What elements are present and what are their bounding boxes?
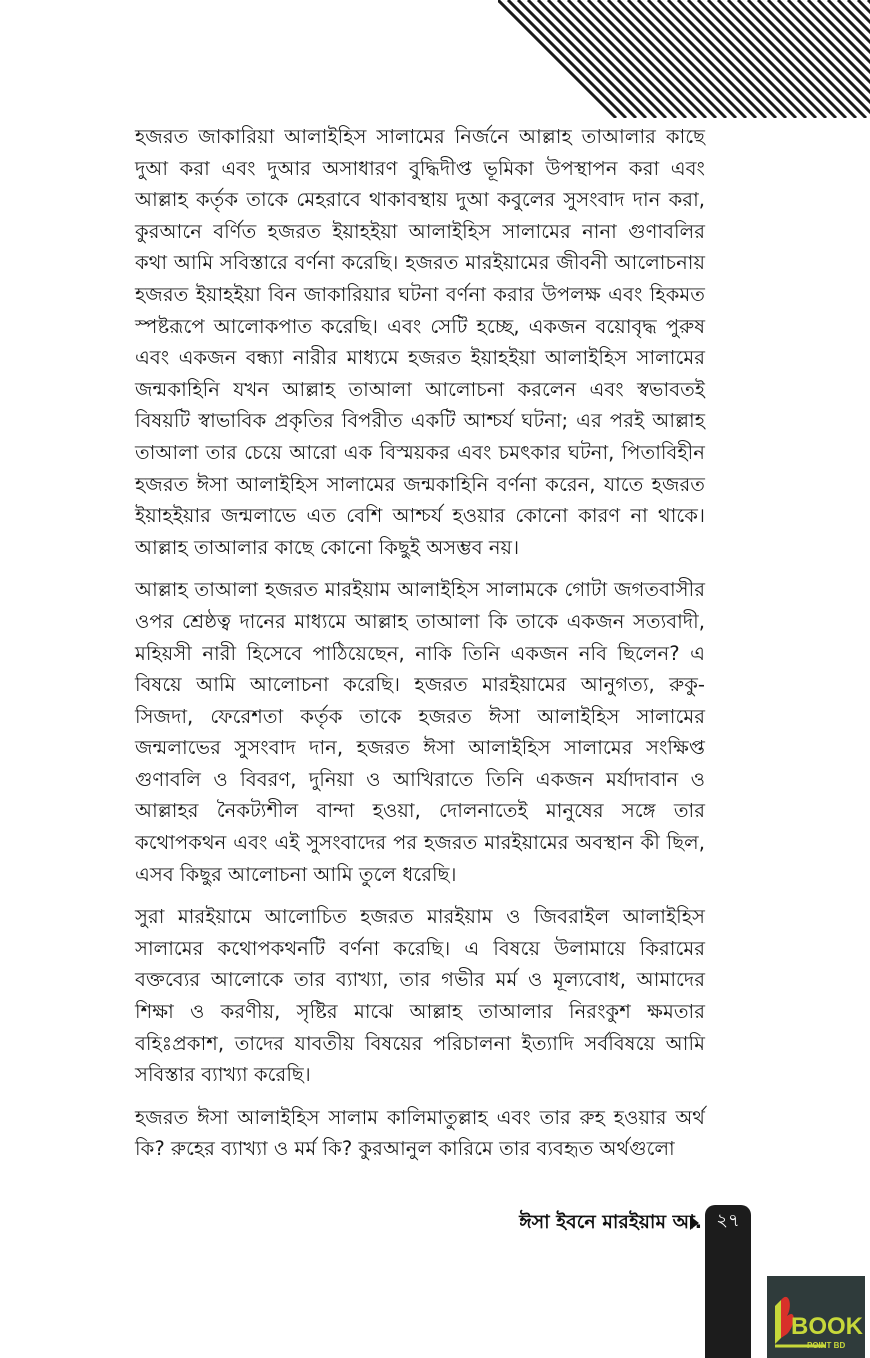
paragraph-1: হজরত জাকারিয়া আলাইহিস সালামের নির্জনে আল্লাহ তাআলার কাছে দুআ করা এবং দুআর অসাধারণ বুদ্ধিদীপ্ত ভূমিকা উপস্থাপন করা এবং আল্লাহ কর্তৃক তাকে মেহরাবে থাকাবস্থায় দুআ কবুলের সুসংবাদ দান করা, কুরআনে বর্ণিত হজরত ইয়াহইয়া আলাইহিস সালামের নানা গুণাবলির কথা আমি সবিস্তারে বর্ণনা করেছি। হজরত মারইয়ামের জীবনী আলোচনায় হজরত ইয়াহইয়া বিন জাকারিয়ার ঘটনা বর্ণনা করার উপলক্ষ এবং হিকমত স্পষ্টরূপে আলোকপাত করেছি। এবং সেটি হচ্ছে, একজন বয়োবৃদ্ধ পুরুষ এবং একজন বন্ধ্যা নারীর মাধ্যমে হজরত ইয়াহইয়া আলাইহিস সালামের জন্মকাহিনি যখন আল্লাহ তাআলা আলোচনা করলেন এবং স্বভাবতই বিষয়টি স্বাভাবিক প্রকৃতির বিপরীত একটি আশ্চর্য ঘটনা; এর পরই আল্লাহ তাআলা তার চেয়ে আরো এক বিস্ময়কর এবং চমৎকার ঘটনা, পিতাবিহীন হজরত ঈসা আলাইহিস সালামের জন্মকাহিনি বর্ণনা করেন, যাতে হজরত ইয়াহইয়ার জন্মলাভে এত বেশি আশ্চর্য হওয়ার কোনো কারণ না থাকে। আল্লাহ তাআলার কাছে কোনো কিছুই অসম্ভব নয়। [135,125,705,559]
book-logo-icon [767,1276,865,1358]
body-text [135,121,705,1176]
running-footer-title: ঈসা ইবনে মারইয়াম আ. [519,1211,702,1233]
bookpoint-logo [767,1276,865,1358]
paragraph-2: আল্লাহ তাআলা হজরত মারইয়াম আলাইহিস সালামকে গোটা জগতবাসীর ওপর শ্রেষ্ঠত্ব দানের মাধ্যমে আল্লাহ তাআলা কি তাকে একজন সত্যবাদী, মহিয়সী নারী হিসেবে পাঠিয়েছেন, নাকি তিনি একজন নবি ছিলেন? এ বিষয়ে আমি আলোচনা করেছি। হজরত মারইয়ামের আনুগত্য, রুকু-সিজদা, ফেরেশতা কর্তৃক তাকে হজরত ঈসা আলাইহিস সালামের জন্মলাভের সুসংবাদ দান, হজরত ঈসা আলাইহিস সালামের সংক্ষিপ্ত গুণাবলি ও বিবরণ, দুনিয়া ও আখিরাতে তিনি একজন মর্যাদাবান ও আল্লাহর নৈকট্যশীল বান্দা হওয়া, দোলনাতেই মানুষের সঙ্গে তার কথোপকথন এবং এই সুসংবাদের পর হজরত মারইয়ামের অবস্থান কী ছিল, এসব কিছুর আলোচনা আমি তুলে ধরেছি। [135,578,705,886]
page-number: ২৭ [716,1210,740,1231]
diagonal-stripes-decoration [498,0,870,118]
logo-word: BOOK [791,1313,863,1340]
logo-sub: POINT BD [807,1341,846,1350]
paragraph-4: হজরত ঈসা আলাইহিস সালাম কালিমাতুল্লাহ এবং তার রুহ হওয়ার অর্থ কি? রুহের ব্যাখ্যা ও মর্ম কি? কুরআনুল কারিমে তার ব্যবহৃত অর্থগুলো [135,1105,705,1161]
paragraph-3: সুরা মারইয়ামে আলোচিত হজরত মারইয়াম ও জিবরাইল আলাইহিস সালামের কথোপকথনটি বর্ণনা করেছি। এ বিষয়ে উলামায়ে কিরামের বক্তব্যের আলোকে তার ব্যাখ্যা, তার গভীর মর্ম ও মূল্যবোধ, আমাদের শিক্ষা ও করণীয়, সৃষ্টির মাঝে আল্লাহ তাআলার নিরংকুশ ক্ষমতার বহিঃপ্রকাশ, তাদের যাবতীয় বিষয়ের পরিচালনা ইত্যাদি সর্ববিষয়ে আমি সবিস্তার ব্যাখ্যা করেছি। [135,905,705,1087]
triangle-arrow-icon [690,1216,699,1230]
